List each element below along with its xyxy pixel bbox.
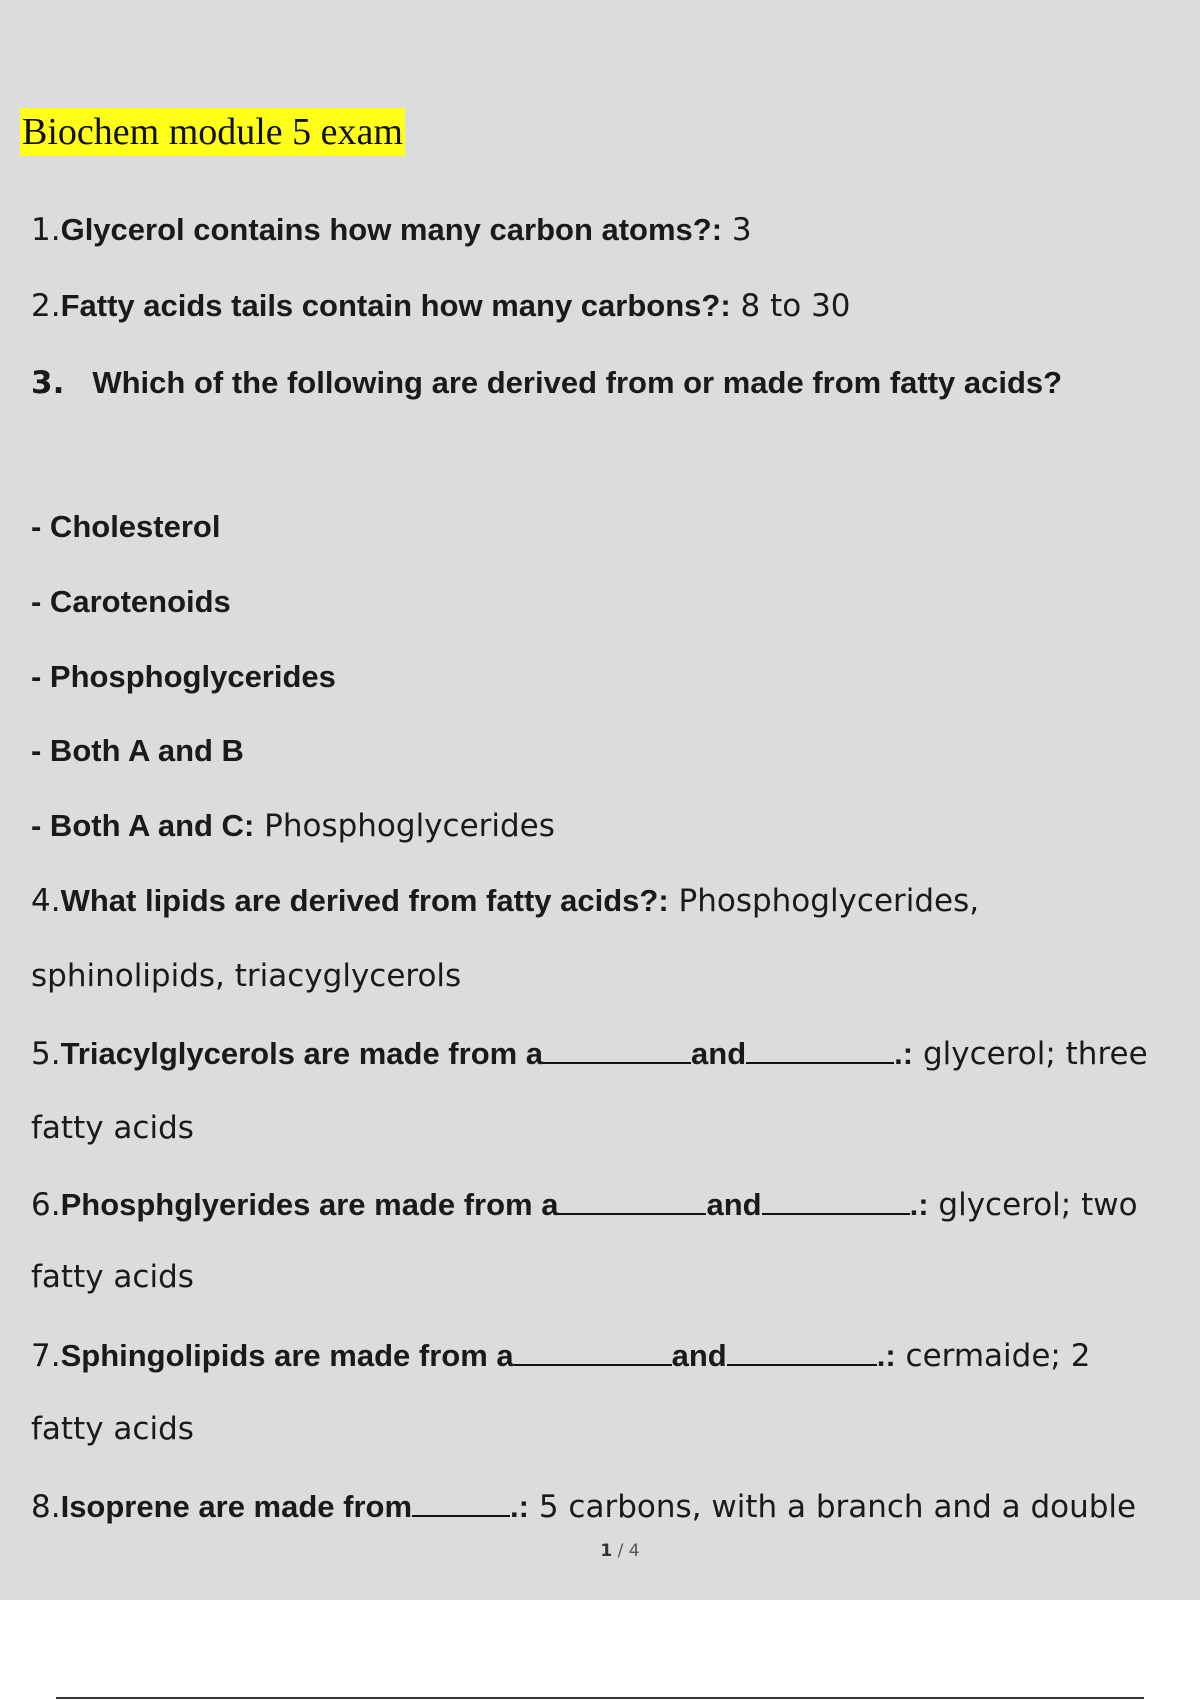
question-number: 4. bbox=[31, 883, 61, 919]
question-8 bbox=[31, 1485, 1136, 1527]
blank-line bbox=[762, 1183, 910, 1215]
option-phosphoglycerides: - Phosphoglycerides bbox=[31, 659, 336, 694]
question-number: 6. bbox=[31, 1187, 61, 1223]
question-text: Triacylglycerols are made from a bbox=[60, 1036, 544, 1071]
question-text: Glycerol contains how many carbon atoms?: bbox=[60, 212, 723, 247]
answer-text: 3 bbox=[722, 212, 752, 248]
blank-line bbox=[412, 1485, 510, 1517]
question-text-and: and bbox=[671, 1338, 727, 1373]
question-6 bbox=[31, 1183, 1138, 1225]
question-number: 2. bbox=[31, 288, 61, 324]
question-text-and: and bbox=[706, 1187, 762, 1222]
question-text-end: .: bbox=[894, 1036, 914, 1071]
answer-text: 5 carbons, with a branch and a double bbox=[528, 1489, 1137, 1525]
answer-text: Phosphoglycerides, bbox=[668, 883, 980, 919]
question-text-end: .: bbox=[909, 1187, 929, 1222]
next-page-rule bbox=[56, 1697, 1144, 1699]
question-number: 7. bbox=[31, 1338, 61, 1374]
question-7 bbox=[31, 1334, 1090, 1376]
page-indicator bbox=[0, 1541, 1200, 1561]
total-pages: / 4 bbox=[617, 1541, 640, 1561]
answer-text: glycerol; two bbox=[928, 1187, 1138, 1223]
question-text: Sphingolipids are made from a bbox=[60, 1338, 514, 1373]
document-title: Biochem module 5 exam bbox=[20, 108, 405, 156]
question-text: Which of the following are derived from or made from fatty acids? bbox=[92, 365, 1063, 400]
question-number: 5. bbox=[31, 1036, 61, 1072]
blank-line bbox=[746, 1032, 894, 1064]
answer-continuation: fatty acids bbox=[31, 1110, 194, 1146]
answer-continuation: fatty acids bbox=[31, 1259, 194, 1295]
question-text-end: .: bbox=[510, 1489, 529, 1524]
answer-continuation: fatty acids bbox=[31, 1411, 194, 1447]
answer-continuation: sphinolipids, triacyglycerols bbox=[31, 958, 462, 994]
question-number: 3. bbox=[31, 365, 65, 401]
answer-text: glycerol; three bbox=[913, 1036, 1148, 1072]
question-1 bbox=[31, 210, 752, 250]
question-text: Fatty acids tails contain how many carbons?: bbox=[60, 288, 731, 323]
question-4 bbox=[31, 881, 979, 921]
blank-line bbox=[543, 1032, 691, 1064]
question-2 bbox=[31, 286, 851, 326]
answer-text: 8 to 30 bbox=[730, 288, 851, 324]
question-3 bbox=[31, 363, 1062, 403]
option-both-a-and-c bbox=[31, 806, 555, 846]
blank-line bbox=[558, 1183, 706, 1215]
answer-text: Phosphoglycerides bbox=[254, 808, 555, 844]
question-text-and: and bbox=[691, 1036, 747, 1071]
blank-line bbox=[727, 1334, 877, 1366]
question-5 bbox=[31, 1032, 1148, 1074]
blank-line bbox=[514, 1334, 672, 1366]
question-text: Phosphglyerides are made from a bbox=[60, 1187, 559, 1222]
option-carotenoids: - Carotenoids bbox=[31, 584, 231, 619]
question-number: 1. bbox=[31, 212, 61, 248]
option-both-a-and-b: - Both A and B bbox=[31, 733, 244, 768]
current-page: 1 bbox=[600, 1541, 613, 1561]
answer-text: cermaide; 2 bbox=[895, 1338, 1091, 1374]
question-text: Isoprene are made from bbox=[60, 1489, 413, 1524]
question-text-end: .: bbox=[876, 1338, 896, 1373]
option-cholesterol: - Cholesterol bbox=[31, 509, 221, 544]
option-label: - Both A and C: bbox=[31, 808, 255, 843]
question-number: 8. bbox=[31, 1489, 61, 1525]
question-text: What lipids are derived from fatty acids?: bbox=[60, 883, 669, 918]
